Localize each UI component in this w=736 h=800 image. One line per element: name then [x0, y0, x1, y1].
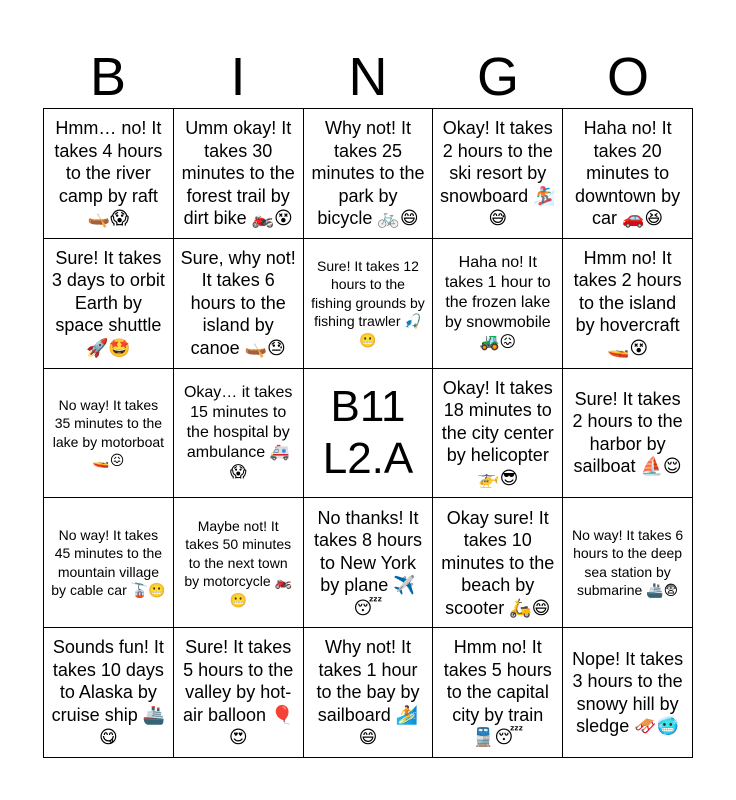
cell-text: Hmm no! It takes 5 hours to the capital city by train 🚆😴 [443, 637, 552, 748]
cell-text: Okay… it takes 15 minutes to the hospital by ambulance 🚑😱 [183, 383, 293, 481]
cell-text: Sure! It takes 12 hours to the fishing grounds by fishing trawler 🎣😬 [311, 257, 425, 348]
cell-text: Hmm no! It takes 2 hours to the island by hovercraft 🚤😵 [573, 247, 682, 358]
bingo-cell-r4c2[interactable] [174, 498, 304, 628]
cell-text: Okay! It takes 18 minutes to the city center by helicopter 🚁😎 [441, 377, 554, 488]
bingo-cell-r3c1[interactable] [44, 369, 174, 499]
bingo-cell-r5c4[interactable] [433, 628, 563, 758]
bingo-cell-r5c3[interactable] [304, 628, 434, 758]
bingo-cell-r2c4[interactable] [433, 239, 563, 369]
cell-text: No way! It takes 45 minutes to the mountain village by cable car 🚡😬 [51, 526, 166, 599]
header-letter-b: B [89, 47, 127, 107]
bingo-cell-r4c1[interactable] [44, 498, 174, 628]
free-space-cell[interactable] [304, 369, 434, 499]
bingo-cell-r2c2[interactable] [174, 239, 304, 369]
cell-text: Sure! It takes 2 hours to the harbor by sailboat ⛵😌 [572, 388, 683, 477]
bingo-cell-r1c4[interactable] [433, 109, 563, 239]
free-space-line-2: L2.A [322, 433, 414, 483]
header-letter-i: I [230, 47, 246, 107]
cell-text: Haha no! It takes 20 minutes to downtown by car 🚗😆 [575, 118, 681, 229]
bingo-cell-r4c5[interactable] [563, 498, 693, 628]
bingo-cell-r5c2[interactable] [174, 628, 304, 758]
cell-text: Umm okay! It takes 30 minutes to the forest trail by dirt bike 🏍️😵 [181, 118, 295, 229]
bingo-cell-r1c3[interactable] [304, 109, 434, 239]
bingo-cell-r5c1[interactable] [44, 628, 174, 758]
header-letter-o: O [606, 47, 649, 107]
bingo-cell-r3c5[interactable] [563, 369, 693, 499]
bingo-cell-r5c5[interactable] [563, 628, 693, 758]
cell-text: No thanks! It takes 8 hours to New York by plane ✈️😴 [313, 507, 423, 618]
bingo-grid [43, 108, 693, 758]
header-letter-n: N [348, 47, 388, 107]
free-space-line-1: B11 [330, 381, 406, 431]
cell-text: Sure! It takes 5 hours to the valley by hot-air balloon 🎈😍 [182, 637, 294, 748]
cell-text: No way! It takes 35 minutes to the lake by motorboat 🚤😖 [52, 396, 165, 469]
bingo-cell-r4c4[interactable] [433, 498, 563, 628]
bingo-cell-r1c1[interactable] [44, 109, 174, 239]
cell-text: Nope! It takes 3 hours to the snowy hill by sledge 🛷🥶 [572, 648, 684, 737]
cell-text: Haha no! It takes 1 hour to the frozen lake by snowmobile 🚜😖 [444, 254, 551, 352]
bingo-header [43, 44, 693, 110]
cell-text: Sure, why not! It takes 6 hours to the island by canoe 🛶😓 [180, 247, 296, 358]
bingo-cell-r4c3[interactable] [304, 498, 434, 628]
cell-text: Sure! It takes 3 days to orbit Earth by space shuttle 🚀🤩 [51, 247, 165, 358]
bingo-cell-r3c2[interactable] [174, 369, 304, 499]
cell-text: Hmm… no! It takes 4 hours to the river camp by raft 🛶😱 [54, 118, 163, 229]
cell-text: Sounds fun! It takes 10 days to Alaska by cruise ship 🚢😋 [51, 637, 166, 748]
free-space-label [323, 381, 414, 485]
cell-text: Okay sure! It takes 10 minutes to the beach by scooter 🛵😄 [441, 507, 555, 618]
header-letter-g: G [476, 47, 519, 107]
cell-text: Why not! It takes 1 hour to the bay by sailboard 🏄😄 [316, 637, 420, 748]
cell-text: No way! It takes 6 hours to the deep sea station by submarine 🚢😨 [571, 526, 684, 599]
cell-text: Okay! It takes 2 hours to the ski resort by snowboard 🏂😅 [440, 118, 556, 229]
cell-text: Why not! It takes 25 minutes to the park by bicycle 🚲😄 [311, 118, 425, 229]
bingo-cell-r2c1[interactable] [44, 239, 174, 369]
bingo-cell-r3c4[interactable] [433, 369, 563, 499]
bingo-cell-r1c5[interactable] [563, 109, 693, 239]
bingo-cell-r2c5[interactable] [563, 239, 693, 369]
bingo-cell-r1c2[interactable] [174, 109, 304, 239]
cell-text: Maybe not! It takes 50 minutes to the next town by motorcycle 🏍️😬 [184, 517, 293, 608]
bingo-cell-r2c3[interactable] [304, 239, 434, 369]
